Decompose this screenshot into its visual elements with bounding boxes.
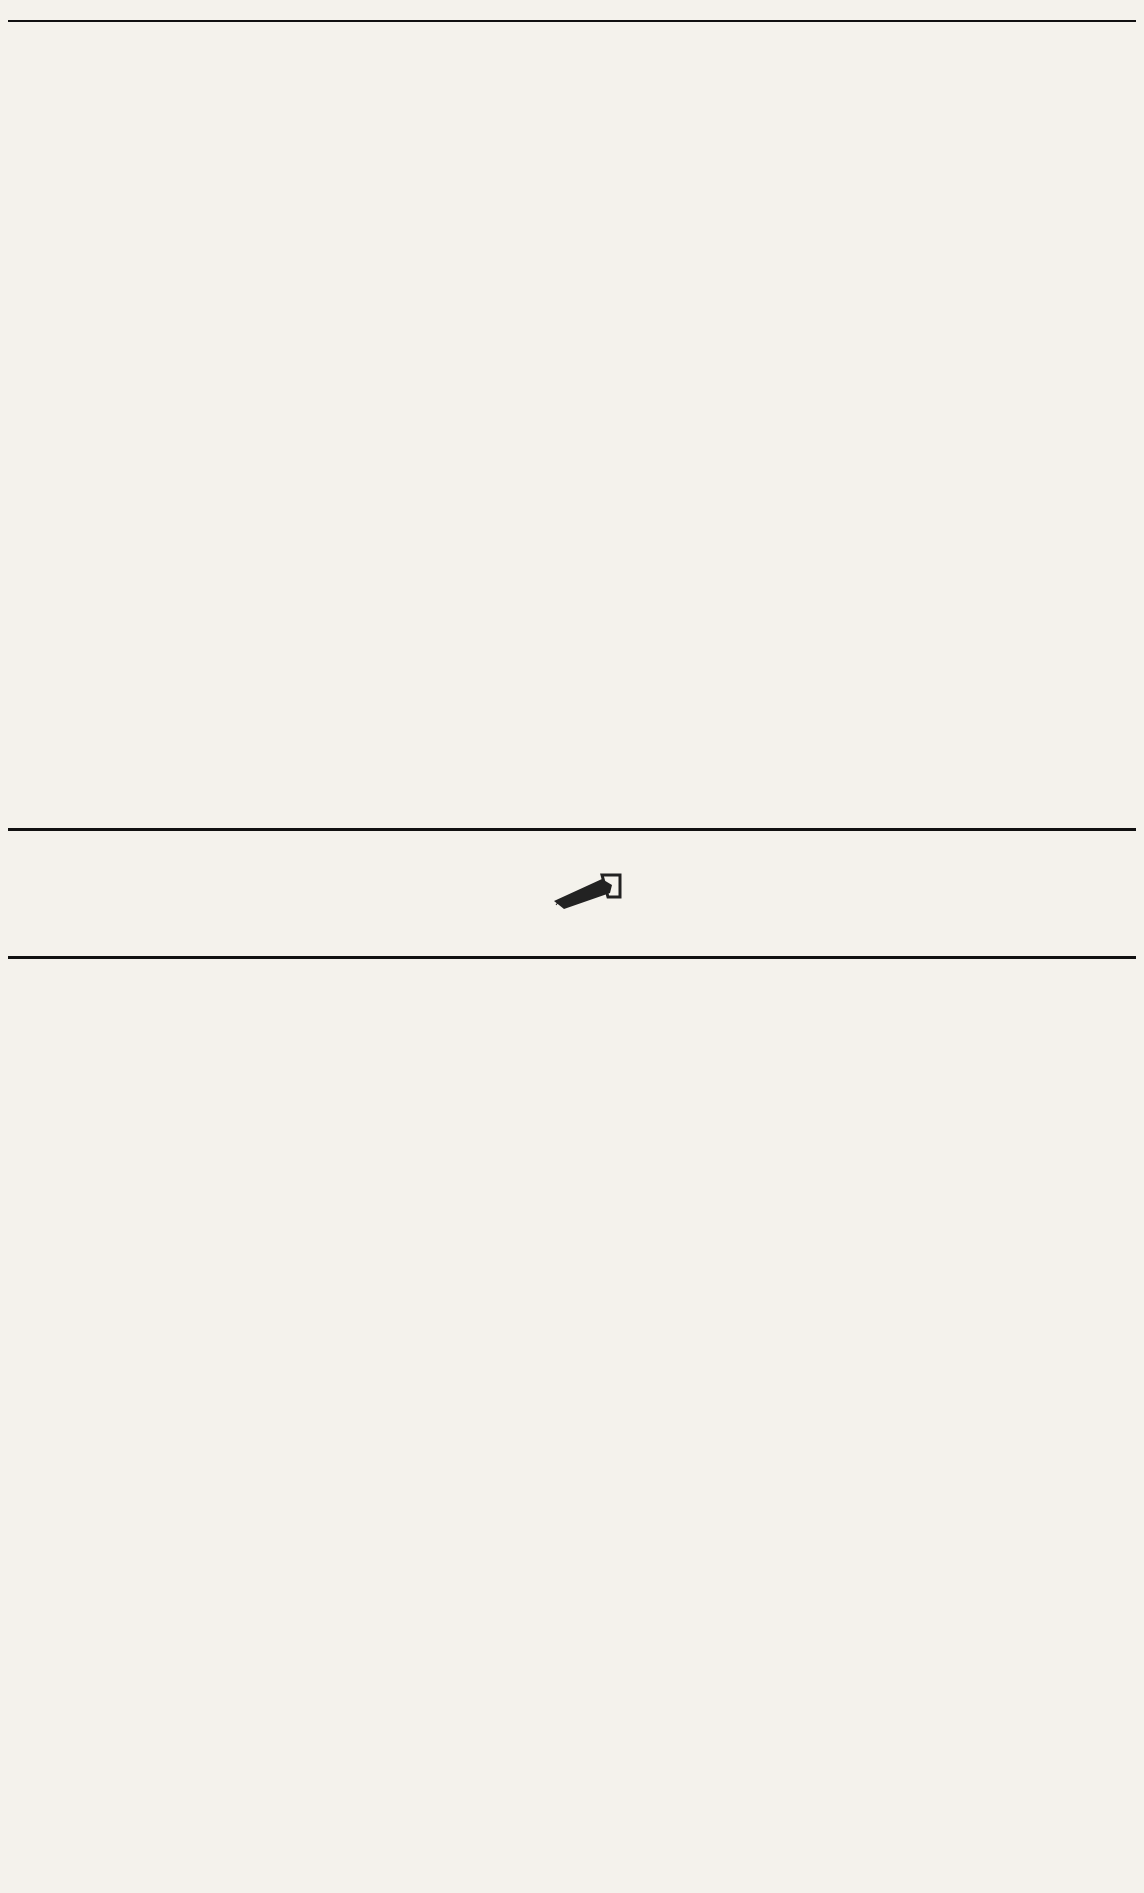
classified-top-section <box>8 78 1136 818</box>
handsaw-icon <box>552 871 622 913</box>
banner-title <box>522 871 622 913</box>
page-dateline <box>10 2 1134 20</box>
top-rule <box>8 20 1136 22</box>
service-directory-section <box>8 963 1136 1883</box>
home-service-guide-banner <box>8 828 1136 959</box>
